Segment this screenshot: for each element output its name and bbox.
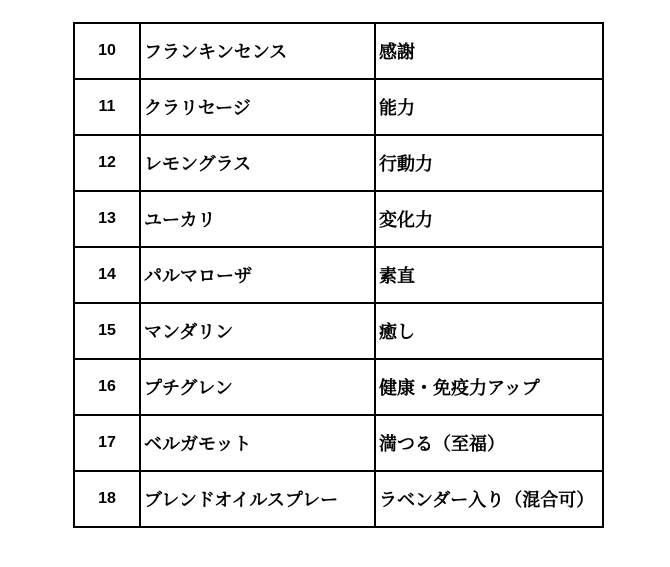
table-row bbox=[74, 303, 603, 359]
oil-table bbox=[73, 22, 604, 528]
row-number: 16 bbox=[74, 359, 140, 415]
oil-effect: 変化力 bbox=[375, 191, 603, 247]
table-row bbox=[74, 79, 603, 135]
oil-name: レモングラス bbox=[140, 135, 375, 191]
table-row bbox=[74, 23, 603, 79]
row-number: 15 bbox=[74, 303, 140, 359]
oil-effect: 癒し bbox=[375, 303, 603, 359]
table-row bbox=[74, 415, 603, 471]
oil-effect: 行動力 bbox=[375, 135, 603, 191]
row-number: 13 bbox=[74, 191, 140, 247]
row-number: 11 bbox=[74, 79, 140, 135]
oil-name: マンダリン bbox=[140, 303, 375, 359]
table-row bbox=[74, 191, 603, 247]
oil-name: クラリセージ bbox=[140, 79, 375, 135]
oil-name: フランキンセンス bbox=[140, 23, 375, 79]
row-number: 10 bbox=[74, 23, 140, 79]
table-row bbox=[74, 471, 603, 527]
row-number: 18 bbox=[74, 471, 140, 527]
oil-effect: 素直 bbox=[375, 247, 603, 303]
row-number: 17 bbox=[74, 415, 140, 471]
oil-name: ユーカリ bbox=[140, 191, 375, 247]
oil-effect: 感謝 bbox=[375, 23, 603, 79]
oil-name: パルマローザ bbox=[140, 247, 375, 303]
row-number: 12 bbox=[74, 135, 140, 191]
table-row bbox=[74, 247, 603, 303]
oil-name: ブレンドオイルスプレー bbox=[140, 471, 375, 527]
row-number: 14 bbox=[74, 247, 140, 303]
oil-name: ベルガモット bbox=[140, 415, 375, 471]
oil-effect: 健康・免疫力アップ bbox=[375, 359, 603, 415]
oil-effect: 能力 bbox=[375, 79, 603, 135]
oil-effect: ラベンダー入り（混合可） bbox=[375, 471, 603, 527]
oil-effect: 満つる（至福） bbox=[375, 415, 603, 471]
oil-name: プチグレン bbox=[140, 359, 375, 415]
oil-table-container bbox=[73, 22, 602, 528]
table-row bbox=[74, 359, 603, 415]
table-row bbox=[74, 135, 603, 191]
